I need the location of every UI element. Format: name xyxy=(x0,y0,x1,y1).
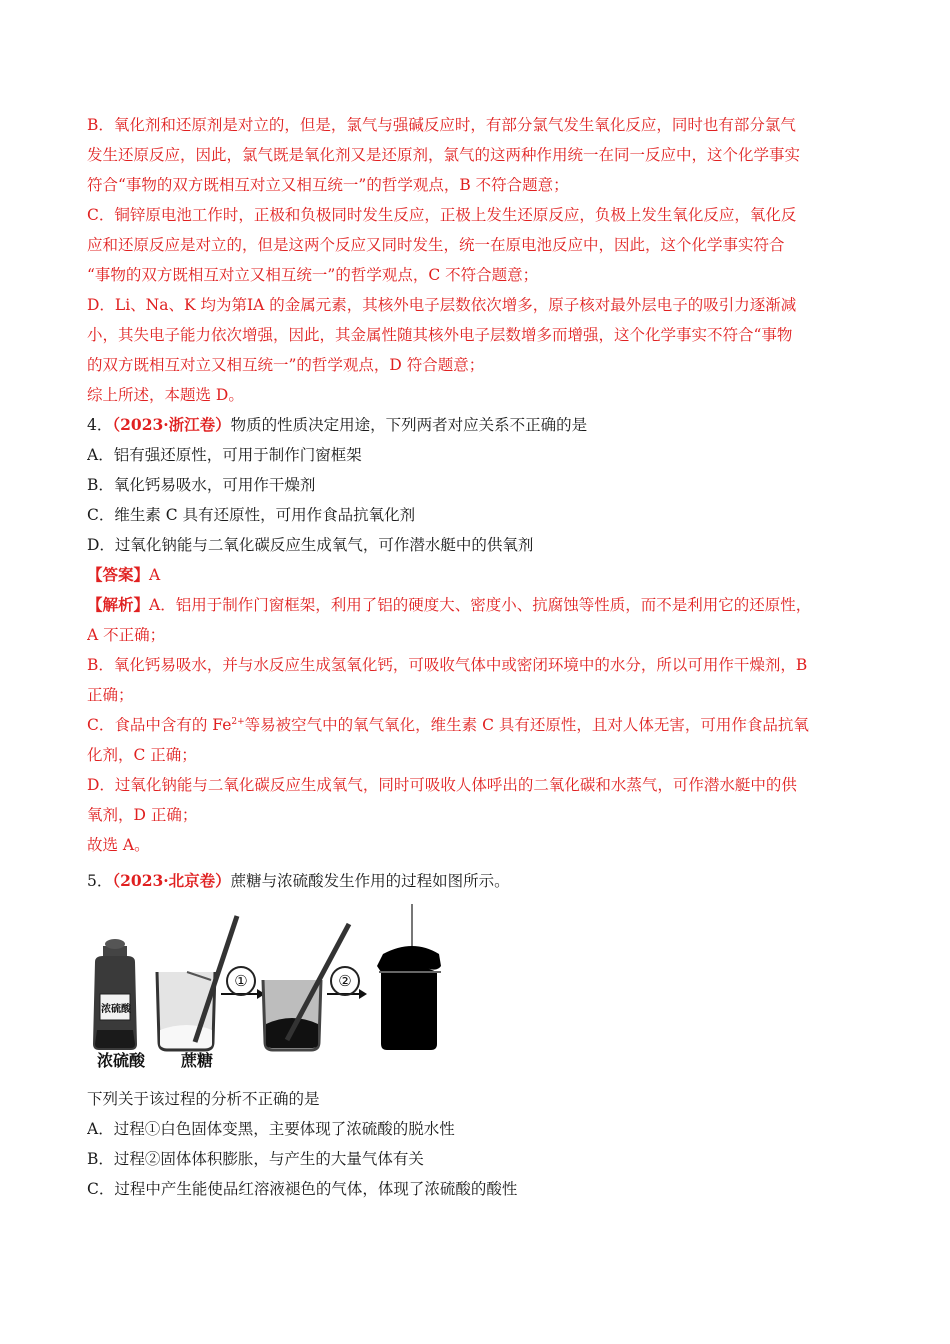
question-5-stem xyxy=(87,866,862,896)
acid-bottle xyxy=(93,939,137,1050)
analysis-text: 等易被空气中的氧气氧化，维生素 C 具有还原性，且对人体无害，可用作食品抗氧 xyxy=(244,716,809,734)
question-source: （2023·北京卷） xyxy=(112,871,231,890)
analysis-line: 的双方既相互对立又相互统一”的哲学观点，D 符合题意； xyxy=(87,356,485,374)
answer-value: A xyxy=(149,566,161,584)
analysis-line: B．氧化剂和还原剂是对立的，但是，氯气与强碱反应时，有部分氯气发生氧化反应，同时也有部分氯气 xyxy=(87,116,796,134)
option-a: A．过程①白色固体变黑，主要体现了浓硫酸的脱水性 xyxy=(87,1120,455,1138)
analysis-line: B．氧化钙易吸水，并与水反应生成氢氧化钙，可吸收气体中或密闭环境中的水分，所以可用作干燥剂，B xyxy=(87,656,808,674)
analysis-line: 正确； xyxy=(87,686,134,704)
step-1-marker: ① xyxy=(226,966,256,996)
label-sulfuric-acid: 浓硫酸 xyxy=(97,1051,146,1070)
analysis-text: C．食品中含有的 Fe xyxy=(87,716,232,734)
analysis-line: “事物的双方既相互对立又相互统一”的哲学观点，C 不符合题意； xyxy=(87,266,539,284)
option-d: D．过氧化钠能与二氧化碳反应生成氧气，可作潜水艇中的供氧剂 xyxy=(87,536,534,554)
analysis-line xyxy=(87,710,862,740)
answer-line xyxy=(87,560,862,590)
question-number: 5． xyxy=(87,872,113,890)
experiment-figure xyxy=(87,902,447,1074)
analysis-line: 发生还原反应，因此，氯气既是氧化剂又是还原剂，氯气的这两种作用统一在同一反应中，这个化学事实 xyxy=(87,146,801,164)
option-a: A．铝有强还原性，可用于制作门窗框架 xyxy=(87,446,362,464)
analysis-line: D．过氧化钠能与二氧化碳反应生成氧气，同时可吸收人体呼出的二氧化碳和水蒸气，可作潜水艇中的供 xyxy=(87,776,797,794)
bottle-label: 浓硫酸 xyxy=(101,1004,131,1015)
question-4-stem xyxy=(87,410,862,440)
analysis-line xyxy=(87,590,862,620)
question-text: 物质的性质决定用途，下列两者对应关系不正确的是 xyxy=(230,416,588,434)
option-b: B．氧化钙易吸水，可用作干燥剂 xyxy=(87,476,316,494)
option-b: B．过程②固体体积膨胀，与产生的大量气体有关 xyxy=(87,1150,424,1168)
analysis-line: 应和还原反应是对立的，但是这两个反应又同时发生，统一在原电池反应中，因此，这个化学事实符合 xyxy=(87,236,785,254)
analysis-line: 氧剂，D 正确； xyxy=(87,806,198,824)
question-number: 4． xyxy=(87,416,113,434)
analysis-line: 小，其失电子能力依次增强，因此，其金属性随其核外电子层数增多而增强，这个化学事实不符合“事物 xyxy=(87,326,793,344)
step-2-marker: ② xyxy=(330,966,360,996)
conclusion-line: 故选 A。 xyxy=(87,836,150,854)
question-text: 蔗糖与浓硫酸发生作用的过程如图所示。 xyxy=(230,872,510,890)
analysis-tag: 【解析】 xyxy=(87,595,150,614)
analysis-line: C．铜锌原电池工作时，正极和负极同时发生反应，正极上发生还原反应，负极上发生氧化反应，氧化反 xyxy=(87,206,797,224)
analysis-line: A 不正确； xyxy=(87,626,166,644)
question-source: （2023·浙江卷） xyxy=(112,415,231,434)
analysis-text: A．铝用于制作门窗框架，利用了铝的硬度大、密度小、抗腐蚀等性质，而不是利用它的还原性， xyxy=(149,596,812,614)
question-5-prompt: 下列关于该过程的分析不正确的是 xyxy=(87,1090,320,1108)
option-c: C．过程中产生能使品红溶液褪色的气体，体现了浓硫酸的酸性 xyxy=(87,1180,518,1198)
expanded-carbon xyxy=(377,904,441,1050)
label-sugar: 蔗糖 xyxy=(181,1051,214,1070)
question-4 xyxy=(87,410,862,860)
analysis-line: 综上所述，本题选 D。 xyxy=(87,386,244,404)
analysis-line: D．Li、Na、K 均为第ⅠA 的金属元素，其核外电子层数依次增多，原子核对最外层电子的吸引力逐渐减 xyxy=(87,296,797,314)
ion-charge: 2+ xyxy=(231,716,245,727)
previous-analysis xyxy=(87,110,862,410)
analysis-line: 化剂，C 正确； xyxy=(87,746,197,764)
option-c: C．维生素 C 具有还原性，可用作食品抗氧化剂 xyxy=(87,506,416,524)
arrow-2-head xyxy=(359,989,367,999)
question-5-options xyxy=(87,1084,862,1204)
answer-tag: 【答案】 xyxy=(87,565,150,584)
question-5 xyxy=(87,866,862,896)
sugar-beaker xyxy=(157,916,237,1050)
analysis-line: 符合“事物的双方既相互对立又相互统一”的哲学观点，B 不符合题意； xyxy=(87,176,569,194)
